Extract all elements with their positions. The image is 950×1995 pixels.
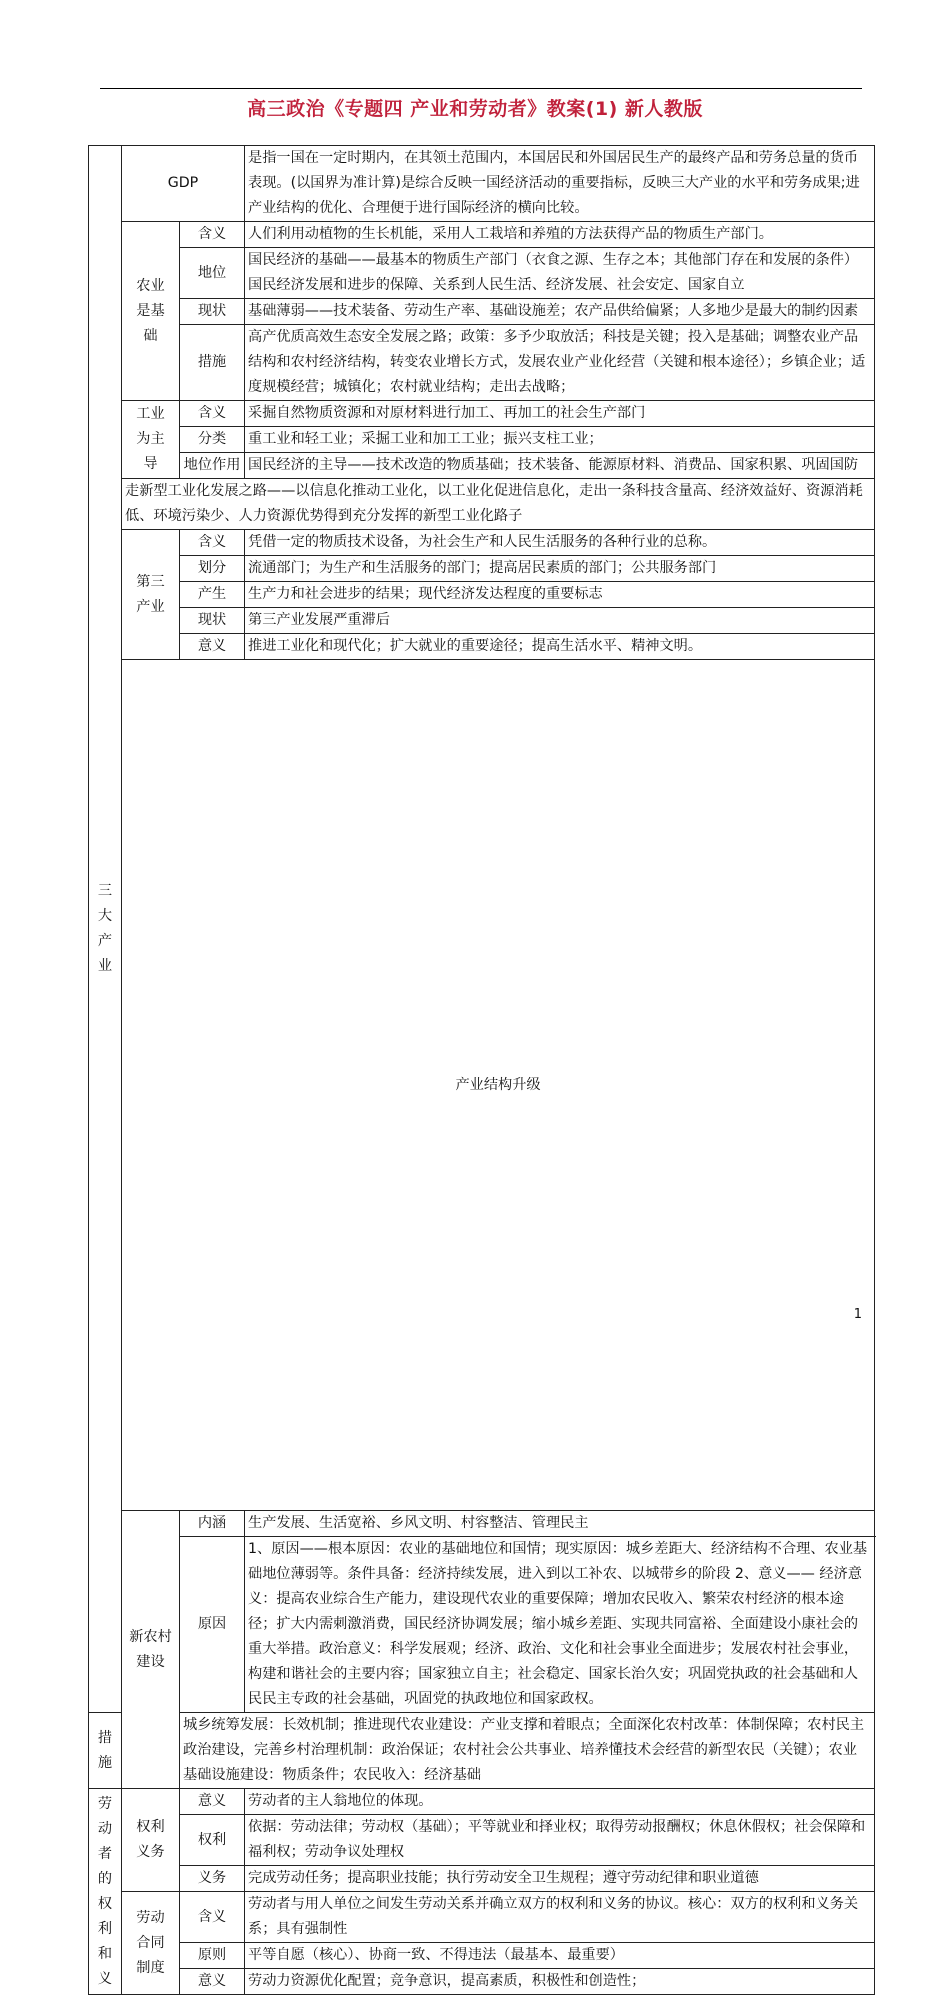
group-label-tertiary: 第三产业 [122, 530, 180, 660]
table-row [89, 453, 875, 479]
row-label: 措施 [180, 325, 245, 401]
row-label: 权利 [180, 1815, 245, 1866]
table-row [89, 582, 875, 608]
row-label: 意义 [180, 1969, 245, 1995]
table-row [89, 1789, 875, 1815]
group-label-contract: 劳动合同制度 [122, 1892, 180, 1995]
row-label: 划分 [180, 556, 245, 582]
row-text: 生产力和社会进步的结果；现代经济发达程度的重要标志 [245, 582, 875, 608]
table-row [89, 222, 875, 248]
row-text: 国民经济的基础——最基本的物质生产部门（衣食之源、生存之本；其他部门存在和发展的条件）国民经济发展和进步的保障、关系到人民生活、经济发展、社会安定、国家自立 [245, 248, 875, 299]
row-text: 劳动者与用人单位之间发生劳动关系并确立双方的权利和义务的协议。核心：双方的权利和义务关系；具有强制性 [245, 1892, 875, 1943]
row-label: 产生 [180, 582, 245, 608]
row-label: 意义 [180, 634, 245, 660]
table-row [89, 1815, 875, 1866]
row-text: 第三产业发展严重滞后 [245, 608, 875, 634]
row-label: 含义 [180, 1892, 245, 1943]
table-row [89, 1511, 875, 1537]
table-row [89, 530, 875, 556]
row-text: 流通部门；为生产和生活服务的部门；提高居民素质的部门；公共服务部门 [245, 556, 875, 582]
row-text: 推进工业化和现代化；扩大就业的重要途径；提高生活水平、精神文明。 [245, 634, 875, 660]
table-row [89, 634, 875, 660]
row-text: 重工业和轻工业；采掘工业和加工工业；振兴支柱工业； [245, 427, 875, 453]
industry-road-text: 走新型工业化发展之路——以信息化推动工业化，以工业化促进信息化，走出一条科技含量高、经济效益好、资源消耗低、环境污染少、人力资源优势得到充分发挥的新型工业化路子 [122, 479, 875, 530]
table-row [89, 556, 875, 582]
row-text: 国民经济的主导——技术改造的物质基础；技术装备、能源原材料、消费品、国家积累、巩固国防 [245, 453, 875, 479]
row-label: 内涵 [180, 1511, 245, 1537]
row-text: 基础薄弱——技术装备、劳动生产率、基础设施差；农产品供给偏紧；人多地少是最大的制约因素 [245, 299, 875, 325]
row-text: 平等自愿（核心）、协商一致、不得违法（最基本、最重要） [245, 1943, 875, 1969]
row-label: 含义 [180, 530, 245, 556]
row-text-gdp: 是指一国在一定时期内，在其领土范围内，本国居民和外国居民生产的最终产品和劳务总量的货币表现。(以国界为准计算)是综合反映一国经济活动的重要指标，反映三大产业的水平和劳务成果;进产业结构的优化、合理便于进行国际经济的横向比较。 [245, 146, 875, 222]
table-row [89, 299, 875, 325]
row-text: 劳动者的主人翁地位的体现。 [245, 1789, 875, 1815]
page-title: 高三政治《专题四 产业和劳动者》教案(1) 新人教版 [247, 98, 703, 120]
row-text: 依据：劳动法律；劳动权（基础）；平等就业和择业权；取得劳动报酬权；休息休假权；社会保障和福利权；劳动争议处理权 [245, 1815, 875, 1866]
table-row [89, 1713, 875, 1789]
table-row [89, 401, 875, 427]
table-row [89, 1537, 875, 1713]
row-label: 现状 [180, 608, 245, 634]
row-text: 劳动力资源优化配置；竞争意识，提高素质，积极性和创造性； [245, 1969, 875, 1995]
row-label-upgrade: 产业结构升级 [122, 660, 875, 1511]
header-rule [100, 88, 862, 89]
page-number: 1 [853, 1307, 862, 1322]
group-label-rights-duties: 权利义务 [122, 1789, 180, 1892]
row-label: 分类 [180, 427, 245, 453]
row-text: 凭借一定的物质技术设备，为社会生产和人民生活服务的各种行业的总称。 [245, 530, 875, 556]
table-row [89, 427, 875, 453]
row-label: 地位作用 [180, 453, 245, 479]
row-label: 原则 [180, 1943, 245, 1969]
table-row [89, 1866, 875, 1892]
row-label: 含义 [180, 222, 245, 248]
table-row [89, 660, 875, 1511]
row-label: 原因 [180, 1537, 245, 1713]
row-text: 生产发展、生活宽裕、乡风文明、村容整洁、管理民主 [245, 1511, 875, 1537]
row-text: 高产优质高效生态安全发展之路；政策：多予少取放活；科技是关键；投入是基础；调整农业产品结构和农村经济结构，转变农业增长方式，发展农业产业化经营（关键和根本途径）；乡镇企业；适度规模经营；城镇化；农村就业结构；走出去战略； [245, 325, 875, 401]
table-row [89, 146, 875, 222]
table-row [89, 248, 875, 299]
group-label-agriculture: 农业是基础 [122, 222, 180, 401]
table-row [89, 325, 875, 401]
section-label-new-countryside: 新农村建设 [122, 1511, 180, 1789]
table-row [89, 1969, 875, 1995]
row-label-gdp: GDP [122, 146, 245, 222]
row-label: 义务 [180, 1866, 245, 1892]
lesson-table [88, 145, 875, 1995]
table-row [89, 1943, 875, 1969]
section-label-workers: 劳动者的权利和义 [89, 1789, 122, 1995]
table-row [89, 608, 875, 634]
row-label: 含义 [180, 401, 245, 427]
row-label: 意义 [180, 1789, 245, 1815]
row-label: 地位 [180, 248, 245, 299]
group-label-industry: 工业为主导 [122, 401, 180, 479]
section-label-three-industries: 三大产业 [89, 146, 122, 1713]
row-text: 完成劳动任务；提高职业技能；执行劳动安全卫生规程；遵守劳动纪律和职业道德 [245, 1866, 875, 1892]
row-text: 采掘自然物质资源和对原材料进行加工、再加工的社会生产部门 [245, 401, 875, 427]
table-row [89, 1892, 875, 1943]
row-label: 措施 [89, 1713, 122, 1789]
table-row [89, 479, 875, 530]
row-label: 现状 [180, 299, 245, 325]
row-text: 人们利用动植物的生长机能，采用人工栽培和养殖的方法获得产品的物质生产部门。 [245, 222, 875, 248]
row-text: 城乡统筹发展：长效机制；推进现代农业建设：产业支撑和着眼点；全面深化农村改革：体制保障；农村民主政治建设，完善乡村治理机制：政治保证；农村社会公共事业、培养懂技术会经营的新型农民（关键）；农业基础设施建设：物质条件；农民收入：经济基础 [180, 1713, 875, 1789]
row-text: 1、原因——根本原因：农业的基础地位和国情；现实原因：城乡差距大、经济结构不合理、农业基础地位薄弱等。条件具备：经济持续发展，进入到以工补农、以城带乡的阶段 2、意义—— 经济意义：提高农业综合生产能力，建设现代农业的重要保障；增加农民收入、繁荣农村经济的根本途径；扩大内需刺激消费，国民经济协调发展；缩小城乡差距、实现共同富裕、全面建设小康社会的重大举措。政治意义：科学发展观；经济、政治、文化和社会事业全面进步；发展农村社会事业，构建和谐社会的主要内容；国家独立自主；社会稳定、国家长治久安；巩固党执政的社会基础和人民民主专政的社会基础，巩固党的执政地位和国家政权。 [245, 1537, 875, 1713]
